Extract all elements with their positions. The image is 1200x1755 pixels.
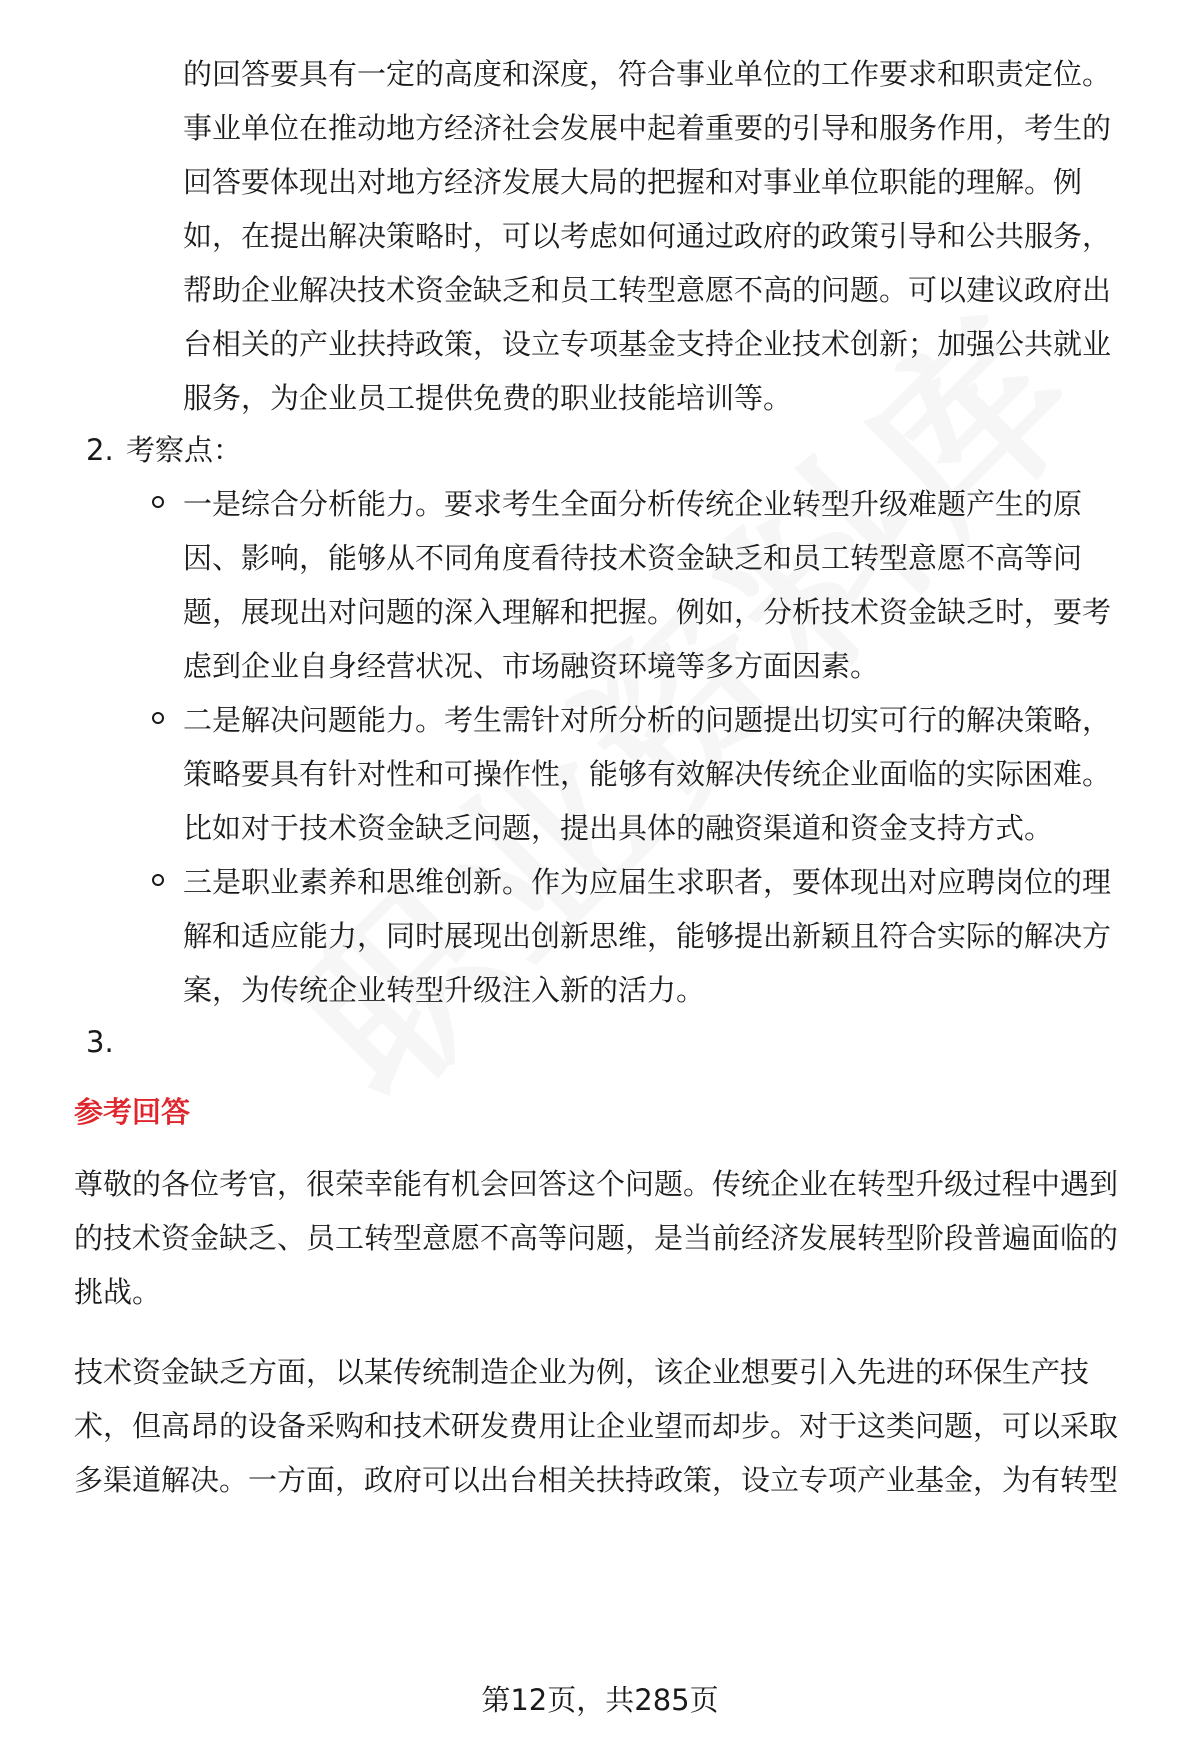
section-heading: 参考回答 [74, 1095, 191, 1129]
paragraph-line: 回答要体现出对地方经济发展大局的把握和对事业单位职能的理解。例 [183, 165, 1083, 199]
paragraph-line: 挑战。 [74, 1275, 162, 1309]
paragraph-line: 事业单位在推动地方经济社会发展中起着重要的引导和服务作用，考生的 [183, 111, 1112, 145]
bullet-line: 一是综合分析能力。要求考生全面分析传统企业转型升级难题产生的原 [183, 487, 1083, 521]
paragraph-line: 技术资金缺乏方面，以某传统制造企业为例，该企业想要引入先进的环保生产技 [74, 1355, 1090, 1389]
bullet-line: 解和适应能力，同时展现出创新思维，能够提出新颖且符合实际的解决方 [183, 919, 1112, 953]
bullet-line: 虑到企业自身经营状况、市场融资环境等多方面因素。 [183, 649, 880, 683]
paragraph-line: 的技术资金缺乏、员工转型意愿不高等问题，是当前经济发展转型阶段普遍面临的 [74, 1221, 1119, 1255]
paragraph-line: 帮助企业解决技术资金缺乏和员工转型意愿不高的问题。可以建议政府出 [183, 273, 1112, 307]
paragraph-line: 多渠道解决。一方面，政府可以出台相关扶持政策，设立专项产业基金，为有转型 [74, 1463, 1119, 1497]
bullet-line: 题，展现出对问题的深入理解和把握。例如，分析技术资金缺乏时，要考 [183, 595, 1112, 629]
list-item-label: 考察点： [126, 433, 243, 467]
bullet-circle-icon [152, 496, 164, 508]
paragraph-line: 的回答要具有一定的高度和深度，符合事业单位的工作要求和职责定位。 [183, 57, 1112, 91]
list-number: 2. [86, 433, 114, 467]
bullet-line: 二是解决问题能力。考生需针对所分析的问题提出切实可行的解决策略， [183, 703, 1112, 737]
bullet-circle-icon [152, 874, 164, 886]
paragraph-line: 尊敬的各位考官，很荣幸能有机会回答这个问题。传统企业在转型升级过程中遇到 [74, 1167, 1119, 1201]
paragraph-line: 术，但高昂的设备采购和技术研发费用让企业望而却步。对于这类问题，可以采取 [74, 1409, 1119, 1443]
bullet-line: 策略要具有针对性和可操作性，能够有效解决传统企业面临的实际困难。 [183, 757, 1112, 791]
list-number: 3. [86, 1025, 114, 1059]
bullet-line: 三是职业素养和思维创新。作为应届生求职者，要体现出对应聘岗位的理 [183, 865, 1112, 899]
bullet-line: 比如对于技术资金缺乏问题，提出具体的融资渠道和资金支持方式。 [183, 811, 1054, 845]
paragraph-line: 服务，为企业员工提供免费的职业技能培训等。 [183, 381, 793, 415]
page-number: 第12页，共285页 [481, 1683, 719, 1717]
paragraph-line: 如，在提出解决策略时，可以考虑如何通过政府的政策引导和公共服务， [183, 219, 1112, 253]
bullet-line: 案，为传统企业转型升级注入新的活力。 [183, 973, 706, 1007]
bullet-line: 因、影响，能够从不同角度看待技术资金缺乏和员工转型意愿不高等问 [183, 541, 1083, 575]
paragraph-line: 台相关的产业扶持政策，设立专项基金支持企业技术创新；加强公共就业 [183, 327, 1112, 361]
bullet-circle-icon [152, 712, 164, 724]
